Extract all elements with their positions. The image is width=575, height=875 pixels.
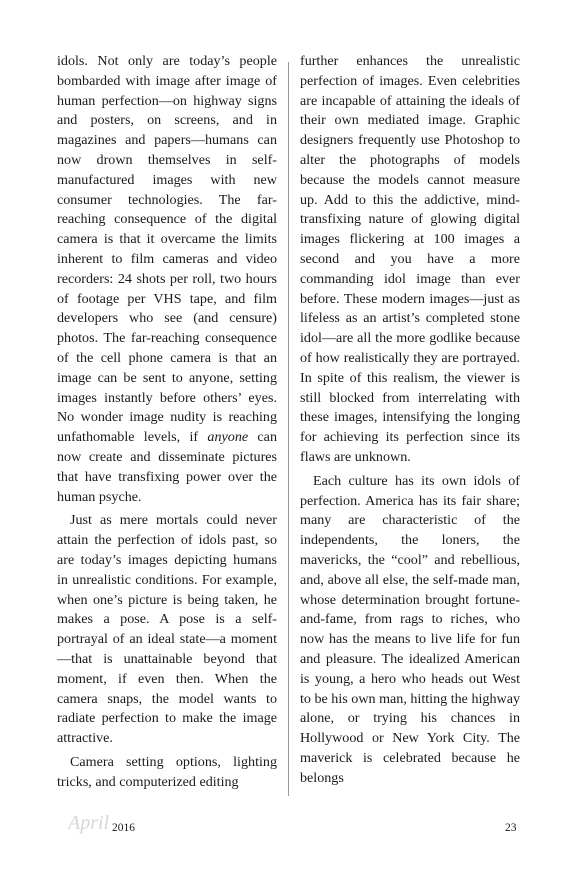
left-text-column [57, 52, 277, 792]
emphasis: anyone [207, 429, 249, 446]
paragraph: further enhances the unrealistic perfection of images. Even celebrities are incapable of attaining the ideals of their own mediated image. Graphic designers frequently use Photoshop to alter the photographs of models because the models cannot measure up. Add to this the addictive, mind-transfixing nature of glowing digital images flickering at 100 images a second and you have a more commanding idol image than ever before. These modern images—just as lifeless as an artist’s completed stone idol—are all the more godlike because of how realistically they are portrayed. In spite of this realism, the viewer is still blocked from interrelating with these images, intensifying the longing for achieving its perfection since its flaws are unknown. [300, 53, 520, 465]
paragraph: idols. Not only are today’s people bombarded with image after image of human perfection—on highway signs and posters, on screens, and in magazines and papers—humans can now drown themselves in self-manufactured images with new consumer technologies. The far-reaching consequence of the digital camera is that it overcame the limits inherent to film cameras and video recorders: 24 shots per roll, two hours of footage per VHS tape, and film developers who see (and censure) photos. The far-reaching consequence of the cell phone camera is that an image can be sent to anyone, setting images instantly before others’ eyes. No wonder image nudity is reaching unfathomable levels, if anyone can now create and disseminate pictures that have transfixing power over the human psyche. [57, 53, 277, 505]
page-number: 23 [505, 822, 517, 834]
paragraph: Camera setting options, lighting tricks, and computerized editing [57, 753, 277, 790]
footer-year: 2016 [112, 822, 135, 834]
footer-month-watermark: April [68, 812, 110, 834]
paragraph: Just as mere mortals could never attain the perfection of idols past, so are today’s images depicting humans in unrealistic conditions. For example, when one’s picture is being taken, he makes a pose. A pose is a self-portrayal of an ideal state—a moment—that is unattainable beyond that moment, if even then. When the camera snaps, the model wants to radiate perfection to make the image attractive. [57, 512, 277, 747]
column-divider [288, 62, 289, 796]
right-text-column [300, 52, 520, 788]
paragraph: Each culture has its own idols of perfection. America has its fair share; many are characteristic of the independents, the loners, the mavericks, the “cool” and rebellious, and, above all else, the self-made man, whose determination brought fortune-and-fame, from rags to riches, who now has the means to live life for fun and pleasure. The idealized American is young, a hero who heads out West to be his own man, hitting the highway alone, or trying his chances in Hollywood or New York City. The maverick is celebrated because he belongs [300, 472, 520, 786]
